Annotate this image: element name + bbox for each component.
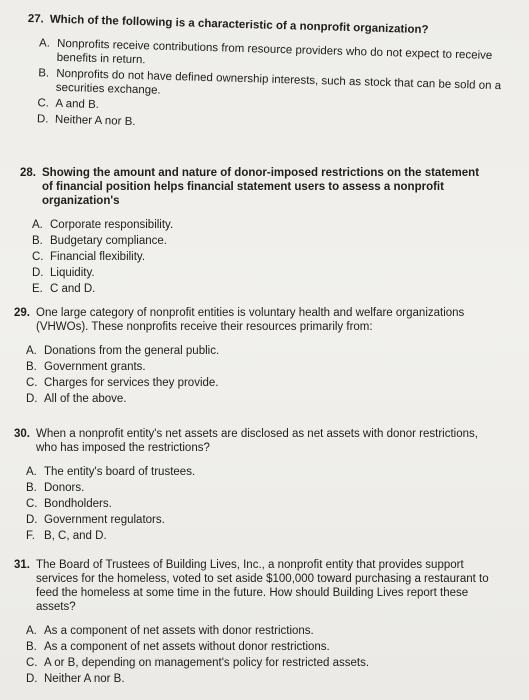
option-letter: F. bbox=[26, 530, 35, 542]
option-letter: B. bbox=[38, 67, 50, 80]
option-letter: A. bbox=[26, 345, 37, 357]
option-f bbox=[26, 529, 494, 543]
option-text: Government regulators. bbox=[44, 514, 165, 526]
question-30 bbox=[14, 427, 494, 543]
option-text: A or B, depending on management's policy for restricted assets. bbox=[44, 657, 370, 669]
question-number: 29. bbox=[14, 307, 30, 319]
option-text: C and D. bbox=[50, 283, 96, 295]
option-text: As a component of net assets with donor restrictions. bbox=[44, 625, 314, 637]
option-letter: C. bbox=[37, 97, 50, 110]
option-a bbox=[26, 344, 494, 358]
option-text: Nonprofits receive contributions from resource providers who do not expect to receive benefits in return. bbox=[56, 37, 493, 67]
question-text: Showing the amount and nature of donor-imposed restrictions on the statement of financial position helps financial statement users to assess a nonprofit organization's bbox=[42, 167, 480, 207]
option-list bbox=[32, 218, 490, 296]
question-number: 30. bbox=[14, 428, 30, 440]
question-31 bbox=[14, 558, 494, 686]
option-letter: B. bbox=[26, 361, 37, 373]
option-d bbox=[26, 672, 494, 686]
option-list bbox=[26, 624, 494, 686]
option-text: Financial flexibility. bbox=[50, 251, 146, 263]
option-d bbox=[26, 513, 494, 527]
question-header bbox=[20, 166, 490, 208]
option-letter: D. bbox=[26, 673, 38, 685]
option-a bbox=[26, 465, 494, 479]
option-list bbox=[26, 465, 494, 543]
option-text: All of the above. bbox=[44, 393, 127, 405]
option-text: Corporate responsibility. bbox=[50, 219, 174, 231]
option-b bbox=[26, 481, 494, 495]
option-c bbox=[26, 376, 494, 390]
option-d bbox=[26, 392, 494, 406]
question-text: One large category of nonprofit entities is voluntary health and welfare organizations (VHWOs). These nonprofits receive their resources primarily from: bbox=[36, 307, 465, 333]
option-a bbox=[32, 218, 490, 232]
option-letter: D. bbox=[26, 393, 38, 405]
option-b bbox=[26, 360, 494, 374]
option-b bbox=[32, 234, 490, 248]
option-c bbox=[32, 250, 490, 264]
option-text: Donations from the general public. bbox=[44, 345, 220, 357]
option-letter: D. bbox=[26, 514, 38, 526]
option-c bbox=[26, 497, 494, 511]
option-letter: A. bbox=[38, 37, 51, 50]
option-letter: A. bbox=[26, 625, 37, 637]
question-header bbox=[14, 558, 494, 614]
option-c bbox=[26, 656, 494, 670]
question-27 bbox=[25, 12, 508, 139]
option-text: As a component of net assets without donor restrictions. bbox=[44, 641, 330, 653]
option-text: Donors. bbox=[44, 482, 85, 494]
question-29 bbox=[14, 306, 494, 406]
question-text: When a nonprofit entity's net assets are disclosed as net assets with donor restrictions, who has imposed the restrictions? bbox=[36, 428, 478, 454]
question-text: Which of the following is a characteristic of a nonprofit organization? bbox=[49, 13, 429, 37]
option-text: Nonprofits do not have defined ownership interests, such as stock that can be sold on a securities exchange. bbox=[55, 67, 502, 97]
option-letter: E. bbox=[32, 283, 43, 295]
question-number: 27. bbox=[27, 12, 44, 26]
option-text: Charges for services they provide. bbox=[44, 377, 219, 389]
option-text: Neither A nor B. bbox=[54, 113, 136, 129]
option-list bbox=[37, 36, 507, 139]
option-list bbox=[26, 344, 494, 406]
option-text: Liquidity. bbox=[50, 267, 95, 279]
question-text: The Board of Trustees of Building Lives, Inc., a nonprofit entity that provides support services for the homeless, voted to set aside $100,000 toward purchasing a restaurant to feed the homeless at some time in the future. How should Building Lives report these assets? bbox=[36, 559, 489, 613]
option-letter: D. bbox=[32, 267, 44, 279]
option-letter: C. bbox=[26, 498, 38, 510]
question-28 bbox=[20, 166, 490, 296]
option-letter: B. bbox=[26, 641, 37, 653]
option-letter: B. bbox=[26, 482, 37, 494]
option-text: Neither A nor B. bbox=[44, 673, 125, 685]
option-letter: C. bbox=[32, 251, 44, 263]
option-text: Budgetary compliance. bbox=[50, 235, 167, 247]
option-letter: B. bbox=[32, 235, 43, 247]
option-text: Bondholders. bbox=[44, 498, 112, 510]
question-number: 28. bbox=[20, 167, 36, 179]
question-header bbox=[14, 306, 494, 334]
option-text: The entity's board of trustees. bbox=[44, 466, 196, 478]
option-text: Government grants. bbox=[44, 361, 146, 373]
option-text: A and B. bbox=[55, 97, 100, 112]
option-d bbox=[32, 266, 490, 280]
option-e bbox=[32, 282, 490, 296]
option-text: B, C, and D. bbox=[44, 530, 107, 542]
option-b bbox=[26, 640, 494, 654]
question-header bbox=[28, 12, 508, 39]
option-a bbox=[26, 624, 494, 638]
question-number: 31. bbox=[14, 559, 30, 571]
option-letter: D. bbox=[36, 113, 49, 126]
question-header bbox=[14, 427, 494, 455]
option-letter: A. bbox=[26, 466, 37, 478]
option-letter: C. bbox=[26, 377, 38, 389]
option-letter: A. bbox=[32, 219, 43, 231]
option-letter: C. bbox=[26, 657, 38, 669]
